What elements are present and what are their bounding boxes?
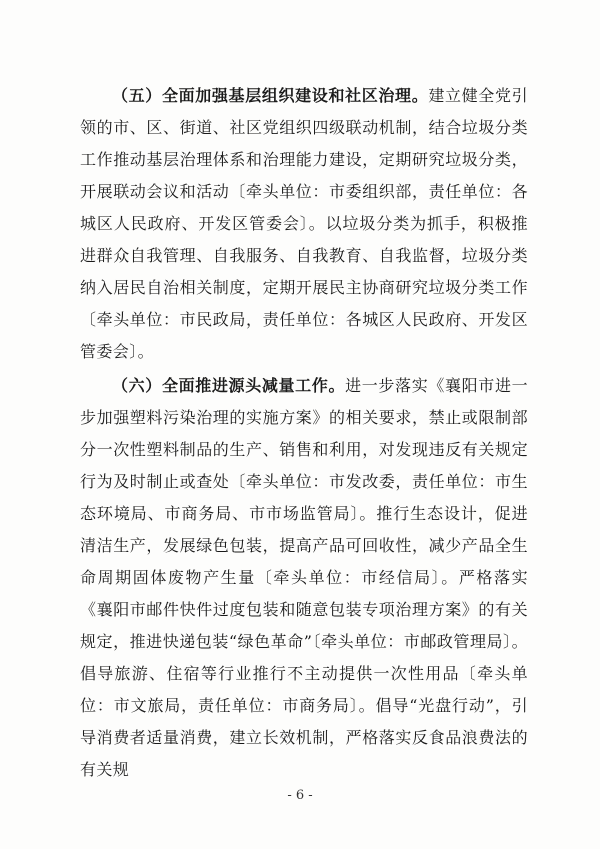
- paragraph-five: [80, 80, 528, 368]
- document-body: [80, 80, 528, 788]
- paragraph-five-text: 建立健全党引领的市、区、街道、社区党组织四级联动机制，结合垃圾分类工作推动基层治理体系和治理能力建设，定期研究垃圾分类，开展联动会议和活动〔牵头单位：市委组织部，责任单位：各城区人民政府、开发区管委会〕。以垃圾分类为抓手，积极推进群众自我管理、自我服务、自我教育、自我监督，垃圾分类纳入居民自治相关制度，定期开展民主协商研究垃圾分类工作〔牵头单位：市民政局，责任单位：各城区人民政府、开发区管委会〕。: [80, 86, 528, 361]
- paragraph-six-heading: （六）全面推进源头减量工作。: [112, 376, 346, 395]
- paragraph-six-text: 进一步落实《襄阳市进一步加强塑料污染治理的实施方案》的相关要求，禁止或限制部分一次性塑料制品的生产、销售和利用，对发现违反有关规定行为及时制止或查处〔牵头单位：市发改委，责任单位：市生态环境局、市商务局、市市场监管局〕。推行生态设计，促进清洁生产，发展绿色包装，提高产品可回收性，减少产品全生命周期固体废物产生量〔牵头单位：市经信局〕。严格落实《襄阳市邮件快件过度包装和随意包装专项治理方案》的有关规定，推进快递包装“绿色革命”〔牵头单位：市邮政管理局〕。倡导旅游、住宿等行业推行不主动提供一次性用品〔牵头单位：市文旅局，责任单位：市商务局〕。倡导“光盘行动”，引导消费者适量消费，建立长效机制，严格落实反食品浪费法的有关规: [80, 376, 528, 779]
- page-number: - 6 -: [287, 788, 313, 803]
- paragraph-five-heading: （五）全面加强基层组织建设和社区治理。: [112, 86, 429, 105]
- paragraph-six: [80, 370, 528, 786]
